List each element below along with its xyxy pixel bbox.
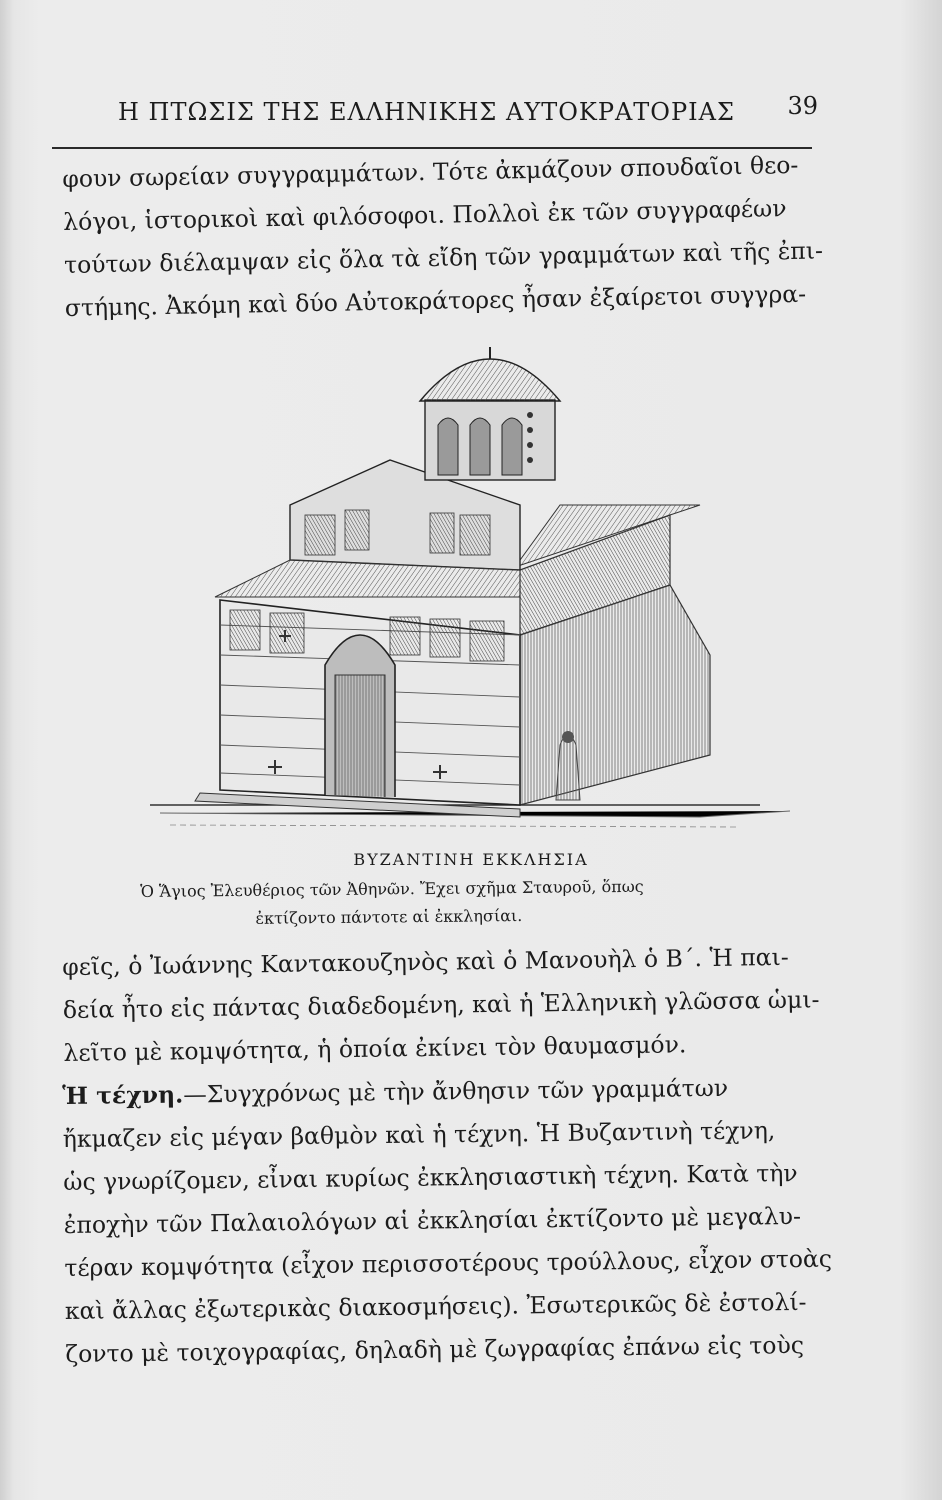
page-header — [118, 90, 818, 130]
section-lead: Ἡ τέχνη. — [62, 1080, 184, 1110]
figure-caption-title: ΒΥΖΑΝΤΙΝΗ ΕΚΚΛΗΣΙΑ — [353, 850, 589, 869]
church-illustration — [140, 335, 820, 845]
text-line: φεῖς, ὁ Ἰωάννης Καντακουζηνὸς καὶ ὁ Μανουὴλ ὁ Β΄. Ἡ παι- — [62, 942, 789, 981]
text-line: ἐποχὴν τῶν Παλαιολόγων αἱ ἐκκλησίαι ἐκτίζοντο μὲ μεγαλυ- — [63, 1201, 802, 1239]
page-number: 39 — [787, 92, 818, 120]
text-line: ἤκμαζεν εἰς μέγαν βαθμὸν καὶ ἡ τέχνη. Ἡ Βυζαντινὴ τέχνη, — [62, 1116, 776, 1153]
text-line: στήμης. Ἀκόμη καὶ δύο Αὐτοκράτορες ἦσαν ἐξαίρετοι συγγρα- — [64, 279, 807, 322]
text-line: φουν σωρείαν συγγραμμάτων. Τότε ἀκμάζουν σπουδαῖοι θεο- — [62, 150, 799, 193]
text-line: ζοντο μὲ τοιχογραφίας, δηλαδὴ μὲ ζωγραφίας ἐπάνω εἰς τοὺς — [65, 1330, 805, 1368]
text-line: καὶ ἄλλας ἐξωτερικὰς διακοσμήσεις). Ἐσωτερικῶς δὲ ἐστολί- — [64, 1287, 807, 1325]
paragraph-continuation — [62, 935, 834, 1075]
figure-caption — [140, 871, 841, 934]
caption-line: ἐκτίζοντο πάντοτε αἱ ἐκκλησίαι. — [255, 905, 523, 928]
text-line: τούτων διέλαμψαν εἰς ὅλα τὰ εἴδη τῶν γραμμάτων καὶ τῆς ἐπι- — [63, 236, 824, 279]
byzantine-church-drawing — [140, 335, 820, 845]
paragraph-intro — [62, 143, 835, 330]
running-title: Η ΠΤΩΣΙΣ ΤΗΣ ΕΛΛΗΝΙΚΗΣ ΑΥΤΟΚΡΑΤΟΡΙΑΣ — [118, 98, 735, 126]
paragraph-art — [62, 1066, 836, 1376]
text-line: λεῖτο μὲ κομψότητα, ἡ ὁποία ἐκίνει τὸν θαυμασμόν. — [63, 1030, 687, 1067]
text-line: ὡς γνωρίζομεν, εἶναι κυρίως ἐκκλησιαστικὴ τέχνη. Κατὰ τὴν — [63, 1159, 798, 1196]
text-line: δεία ἦτο εἰς πάντας διαδεδομένη, καὶ ἡ Ἑλληνικὴ γλῶσσα ὡμι- — [62, 985, 820, 1024]
text-line: λόγοι, ἱστορικοὶ καὶ φιλόσοφοι. Πολλοὶ ἐκ τῶν συγγραφέων — [62, 194, 787, 236]
text-line: τέραν κομψότητα (εἶχον περισσοτέρους τρούλλους, εἶχον στοὰς — [64, 1244, 833, 1282]
text-line-rest: —Συγχρόνως μὲ τὴν ἄνθησιν τῶν γραμμάτων — [183, 1073, 729, 1109]
caption-line: Ὁ Ἅγιος Ἐλευθέριος τῶν Ἀθηνῶν. Ἔχει σχῆμα Σταυροῦ, ὅπως — [140, 876, 644, 901]
